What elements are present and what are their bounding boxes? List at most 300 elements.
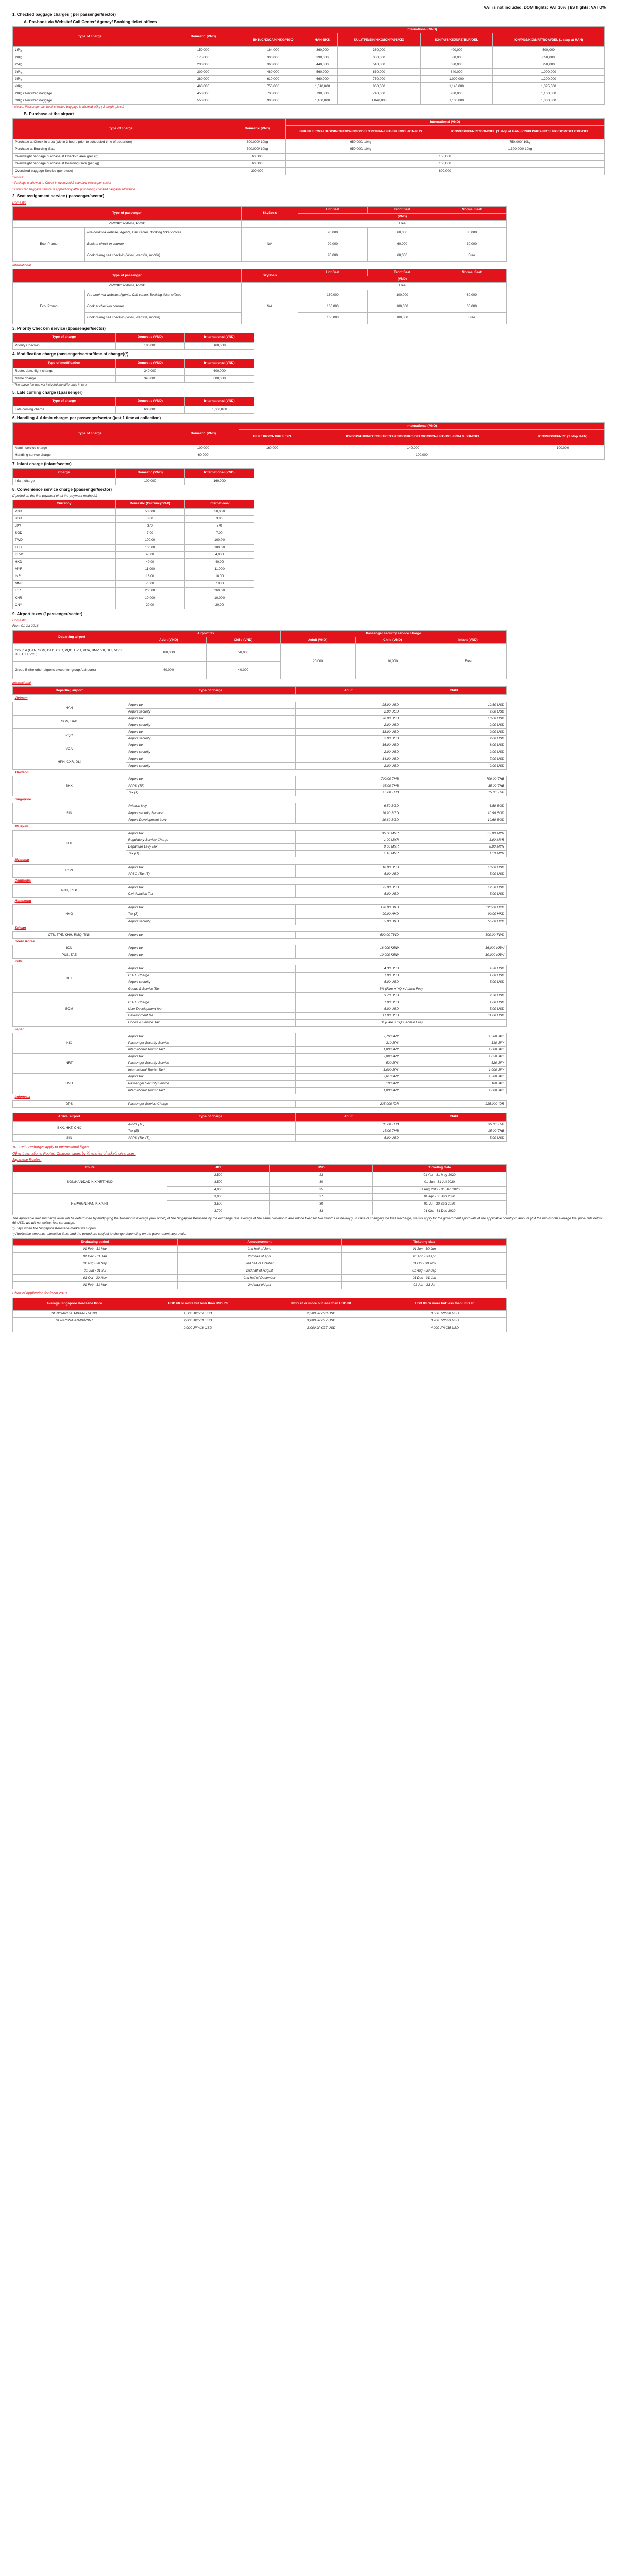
table-cell: 510,000 <box>338 61 421 69</box>
table-row <box>13 551 254 558</box>
convenience-subtitle: (Applied on the first payment of all the payment methods) <box>12 494 97 498</box>
table-row <box>13 931 507 938</box>
table-cell: TWD <box>13 537 116 544</box>
table-cell: 1,500 JPY/14 USD <box>136 1310 260 1317</box>
table-header-cell: Domestic (VND) <box>115 359 185 368</box>
table-header-cell: International (VND) <box>185 359 254 368</box>
table-cell: 5.00 USD <box>296 1006 401 1013</box>
table-cell: Tax (J) <box>126 790 296 796</box>
table-cell: 01 Jul - 30 Sep 2020 <box>373 1200 507 1208</box>
section-title-airport-taxes: 9. Airport taxes (1passenger/sector) <box>12 611 83 616</box>
table-cell: 2.00 USD <box>296 736 401 742</box>
table-row <box>13 803 507 810</box>
table-cell: 1,040,000 <box>338 97 421 105</box>
table-cell: KRW <box>13 551 116 558</box>
table-cell: 2nd half of August <box>177 1267 342 1275</box>
table-cell: Aviation levy <box>126 803 296 810</box>
table-cell: International Tourist Tax* <box>126 1046 296 1053</box>
table-cell: 35.00 MYR <box>401 830 507 837</box>
airport-code: PQC <box>13 729 126 742</box>
airport-code: NRT <box>13 1054 126 1074</box>
table-cell: 600,000 <box>115 406 185 413</box>
table-cell: 10,000 <box>185 595 254 602</box>
fuel-japan-label: Japanese Routes: <box>12 1158 42 1162</box>
airport-taxes-intl-label: International <box>12 681 31 685</box>
table-cell: 18.00 <box>185 573 254 580</box>
table-row <box>13 1260 507 1267</box>
table-cell: Airport security <box>126 708 296 715</box>
table-cell: 100.00 <box>185 537 254 544</box>
table-row <box>13 1122 507 1128</box>
table-cell: Pre-book via website, Agents, Call center, Booking ticket offices <box>85 227 242 239</box>
table-cell: Free <box>298 220 507 227</box>
table-cell: 3,000 JPY/27 USD <box>260 1325 383 1332</box>
table-row <box>13 397 254 406</box>
table-cell: Name change <box>13 376 116 383</box>
table-cell: 1,000,000 <box>185 406 254 413</box>
table-row <box>13 769 507 776</box>
table-row <box>13 573 254 580</box>
table-row <box>13 830 507 837</box>
region-label: Hongkong <box>14 899 31 903</box>
table-header-cell: Departing airport <box>13 631 131 644</box>
table-cell: 2,760 JPY <box>296 1033 401 1040</box>
table-cell: 460,000 <box>239 69 307 76</box>
table-row <box>13 1074 507 1080</box>
region-label: Indonesia <box>14 1095 30 1099</box>
table-cell: Departure Levy Tax <box>126 844 296 851</box>
table-cell: 2.00 USD <box>401 708 507 715</box>
table-header-cell: ICN/PUS/KIX/NRT (1 stop HAN) <box>521 429 605 445</box>
table-header-cell: Hot Seat <box>298 207 368 213</box>
table-cell: 5.00 USD <box>296 871 401 877</box>
table-cell: APSC (Tax (T) <box>126 871 296 877</box>
table-header-cell: Child (VND) <box>355 637 430 644</box>
table-row <box>13 644 507 662</box>
table-cell: 750,000 <box>239 83 307 90</box>
table-row <box>13 1282 507 1289</box>
table-cell: 3.00 <box>185 515 254 522</box>
table-cell: 380,000 <box>338 47 421 54</box>
table-cell: Late coming charge <box>13 406 116 413</box>
table-row <box>13 905 507 911</box>
table-cell: 5.00 USD <box>296 979 401 986</box>
table-row <box>13 756 507 762</box>
table-cell: Airport tax <box>126 729 296 736</box>
table-cell: 3.00 <box>115 515 185 522</box>
table-cell: 160,000 <box>298 301 368 313</box>
table-cell: Purchase at Boarding Gate <box>13 146 229 153</box>
table-cell: 1,000 JPY <box>296 1067 401 1074</box>
airport-code: HKG <box>13 905 126 925</box>
table-cell: Airport security <box>126 762 296 769</box>
table-cell: 7.00 USD <box>401 756 507 762</box>
table-row <box>13 742 507 749</box>
table-header-cell: Adult (VND) <box>131 637 207 644</box>
table-row <box>13 269 507 276</box>
table-header-cell: Type of charge <box>13 397 116 406</box>
table-header-cell: Average Singapore Kerosene Price <box>13 1298 136 1310</box>
table-cell: 55.00 HKD <box>401 918 507 925</box>
table-cell: MYR <box>13 566 116 573</box>
table-cell: 01 Oct - 30 Nov <box>342 1260 507 1267</box>
table-cell: International Tourist Tax* <box>126 1087 296 1094</box>
table-row <box>13 729 507 736</box>
table-row <box>13 884 507 891</box>
table-cell: 30,000 <box>437 227 507 239</box>
route-cell: SGN/HAN/DAD-KIX/NRT/HND <box>13 1172 167 1193</box>
table-row <box>13 139 605 146</box>
table-cell: Airport tax <box>126 864 296 871</box>
airport-purchase-note: * Package is allowed to Check-in oversized 2 standard pieces per sector <box>12 182 112 185</box>
table-cell: 2,000 JPY/18 USD <box>136 1325 260 1332</box>
table-cell: 10,000 KRW <box>401 952 507 959</box>
table-cell: 10.00 USD <box>401 864 507 871</box>
table-cell: Airport Development Levy <box>126 817 296 823</box>
table-header-cell: USD <box>270 1164 373 1172</box>
table-cell: 930,000 <box>420 90 493 97</box>
table-cell: 2,500 <box>167 1172 270 1179</box>
airport-code: KIX <box>13 1033 126 1053</box>
table-cell: 100,000 <box>115 343 185 350</box>
table-cell: 3,700 JPY/33 USD <box>383 1317 507 1325</box>
airport-code: PUS, TAE <box>13 952 126 959</box>
table-row <box>13 220 507 227</box>
table-cell: 380,000 <box>167 76 239 83</box>
table-header-cell: (VND) <box>298 276 507 282</box>
table-cell: APPS (Tax (T)) <box>126 1135 296 1142</box>
table-cell: 60,000 <box>368 250 437 261</box>
table-cell: 370 <box>185 522 254 530</box>
table-cell: 400,000 <box>420 47 493 54</box>
table-cell: 3,700 <box>167 1208 270 1215</box>
table-cell: 100,000 <box>368 313 437 324</box>
table-cell: 60,000 <box>229 153 286 160</box>
table-cell: Airport tax <box>126 1033 296 1040</box>
table-header-cell: Child <box>401 687 507 695</box>
table-cell: Airport tax <box>126 1074 296 1080</box>
table-header-cell: International (VND) <box>185 468 254 478</box>
table-cell: 30kg Oversized baggage <box>13 97 167 105</box>
table-cell: 20,000 <box>280 644 355 679</box>
table-cell: 100,000 <box>115 478 185 485</box>
table-cell: 100.00 <box>185 544 254 551</box>
table-cell: 500.00 TWD <box>401 931 507 938</box>
table-cell: 1.00 MYR <box>401 837 507 844</box>
table-cell: 3,000 <box>167 1193 270 1200</box>
table-row <box>13 376 254 383</box>
table-cell: 160,000 <box>298 290 368 301</box>
table-cell: 9.00 USD <box>401 729 507 736</box>
table-row <box>13 508 254 515</box>
table-cell: 2,610 JPY <box>296 1074 401 1080</box>
table-cell: 160,000 <box>286 153 605 160</box>
table-cell: 25.00 USD <box>296 884 401 891</box>
table-cell: N/A <box>242 227 298 261</box>
table-cell: THB <box>13 544 116 551</box>
table-cell: Group B (the other airports except for group A airports) <box>13 662 131 679</box>
table-cell: Book during self check-in (kiosk, website, mobile) <box>85 313 242 324</box>
table-row <box>13 146 605 153</box>
region-label: Singapore <box>14 798 31 802</box>
fuel-period-table <box>12 1238 507 1289</box>
table-cell: 60,000 <box>131 662 207 679</box>
table-cell: 33 <box>270 1208 373 1215</box>
table-row <box>13 118 605 125</box>
table-cell: Development fee <box>126 1013 296 1020</box>
table-cell: 6.50 SGD <box>401 803 507 810</box>
table-cell: Admin service charge <box>13 445 167 452</box>
table-cell: 4,000 <box>185 551 254 558</box>
table-row <box>13 445 605 452</box>
table-row <box>13 468 254 478</box>
table-cell: Airport tax <box>126 1054 296 1060</box>
table-row <box>13 992 507 999</box>
table-cell: 630,000 <box>338 69 421 76</box>
table-cell: 60,000 <box>167 452 239 459</box>
table-cell: 1,300,000 <box>493 97 605 105</box>
route-cell: REP/RGN/HAN-KIX/NRT <box>13 1193 167 1215</box>
table-cell: 25.00 USD <box>296 702 401 708</box>
table-cell: Airport tax <box>126 905 296 911</box>
table-cell: 2.00 USD <box>296 722 401 728</box>
table-row <box>13 687 507 695</box>
table-cell: 30 <box>270 1179 373 1186</box>
table-cell: 150,000 <box>167 47 239 54</box>
table-cell: Airport security <box>126 749 296 756</box>
table-cell: Book at check-in counter <box>85 301 242 313</box>
table-cell: REP/RGN/HAN-KIX/NRT <box>13 1317 136 1325</box>
table-cell: 175,000 <box>167 54 239 61</box>
table-cell: 450,000 <box>167 90 239 97</box>
table-header-cell: Front Seat <box>368 207 437 213</box>
region-label: South Korea <box>14 939 35 943</box>
table-cell: 100,000 <box>167 445 239 452</box>
table-cell: KHR <box>13 595 116 602</box>
table-cell: 2nd half of April <box>177 1282 342 1289</box>
table-cell: International Tourist Tax* <box>126 1067 296 1074</box>
table-cell: 10,000 <box>355 644 430 679</box>
table-cell: 1.10 MYR <box>401 851 507 857</box>
table-header-cell: USD 70 or more but less than USD 80 <box>260 1298 383 1310</box>
table-cell: 14.00 USD <box>296 756 401 762</box>
table-row <box>13 715 507 722</box>
table-cell: 10,000 KRW <box>296 952 401 959</box>
airport-code: RGN <box>13 864 126 877</box>
table-cell: 90.00 HKD <box>296 911 401 918</box>
table-row <box>13 290 507 301</box>
table-row <box>13 1325 507 1332</box>
table-cell: Purchase at Check-in area (within 3 hours prior to scheduled time of departure) <box>13 139 229 146</box>
table-cell: 860,000 <box>338 83 421 90</box>
table-cell: IDR <box>13 587 116 595</box>
table-cell: 140,000 <box>305 445 521 452</box>
table-cell: 100,000 <box>131 644 207 662</box>
table-cell: 700,000 <box>239 90 307 97</box>
table-cell: 01 Apr - 30 Apr <box>342 1253 507 1260</box>
table-cell: 15.00 THB <box>296 790 401 796</box>
table-cell: 340,000 <box>115 376 185 383</box>
table-cell: 20.00 <box>115 602 185 609</box>
table-cell: 500,000 <box>493 47 605 54</box>
table-cell: 5.00 USD <box>401 1006 507 1013</box>
table-cell: 750,000/ 10kg <box>436 139 604 146</box>
table-cell: 1,000 JPY <box>401 1067 507 1074</box>
table-cell: Civil Aviation Tax <box>126 891 296 898</box>
table-header-cell: Type of modification <box>13 359 116 368</box>
table-cell: 10.90 SGD <box>401 810 507 817</box>
table-cell: CNY <box>13 602 116 609</box>
table-header-cell: Departing airport <box>13 687 126 695</box>
table-header-cell: BKK/KUL/CNX/HKG/SIN/TPE/ICN/NGO/DEL/TPE/HAN/HKG/BKK/DEL/ICN/PUS <box>286 125 436 139</box>
table-header-cell: SkyBoss <box>242 207 298 220</box>
table-cell: 1,000 JPY <box>296 1046 401 1053</box>
table-cell: 740,000 <box>338 90 421 97</box>
table-header-cell: Domestic (Currency/PAX) <box>115 500 185 508</box>
table-header-cell: Ticketing date <box>373 1164 507 1172</box>
table-cell: 8.00 USD <box>401 742 507 749</box>
table-cell: 01 Feb - 31 Mar <box>13 1282 178 1289</box>
table-row <box>13 877 507 884</box>
table-cell: 2.00 USD <box>401 762 507 769</box>
airport-code: BKK <box>13 776 126 796</box>
table-cell: 2nd half of December <box>177 1275 342 1282</box>
modification-table <box>12 359 254 383</box>
fuel-chart-link[interactable]: Chart of application for fiscal 2019 <box>12 1292 67 1296</box>
table-row <box>13 27 605 33</box>
table-cell: Handling service charge <box>13 452 167 459</box>
table-cell: 2nd half of April <box>177 1253 342 1260</box>
table-header-cell: ICN/PUS/KIX/NRT/BOM/DEL (1 stop at HAN) <box>493 33 605 47</box>
table-cell: 1,000 JPY <box>401 1087 507 1094</box>
table-row <box>13 1246 507 1253</box>
table-cell: 650,000/ 10kg <box>286 139 436 146</box>
table-cell: 700.00 THB <box>296 776 401 783</box>
table-cell: 15.00 THB <box>401 790 507 796</box>
table-cell: 40.00 <box>115 558 185 566</box>
table-cell: 10.90 SGD <box>296 810 401 817</box>
table-cell: 5.00 USD <box>401 1135 507 1142</box>
table-cell: 2.00 USD <box>296 708 401 715</box>
region-label: Cambodia <box>14 878 31 883</box>
table-row <box>13 925 507 931</box>
table-cell: 50,000 <box>185 508 254 515</box>
table-cell: 90.00 HKD <box>401 911 507 918</box>
table-cell: 1,050 JPY <box>401 1054 507 1060</box>
table-cell: HKD <box>13 558 116 566</box>
table-row <box>13 47 605 54</box>
baggage-note: * Notice: Passenger can book checked baggage is allowed 40kg ( 2 weight-piece) <box>12 106 124 109</box>
table-cell: Passenger Security Service <box>126 1060 296 1067</box>
table-cell: 25kg <box>13 61 167 69</box>
section-title-convenience: 8. Convenience service charge (/passenger/sector) <box>12 487 112 492</box>
table-cell: 10.60 SGD <box>401 817 507 823</box>
table-header-cell: International (VND) <box>239 422 605 429</box>
region-label: Thailand <box>14 770 29 774</box>
subsection-title-airport-purchase: B. Purchase at the airport <box>24 111 74 116</box>
table-row <box>13 1275 507 1282</box>
table-row <box>13 1253 507 1260</box>
table-cell: Free <box>437 313 507 324</box>
airport-taxes-domestic-label: Domestic <box>12 618 27 622</box>
table-cell: 160,000 <box>185 478 254 485</box>
table-cell: 01 Dec - 31 Jan <box>342 1275 507 1282</box>
table-cell: 18.00 USD <box>296 729 401 736</box>
table-cell: Airport tax <box>126 776 296 783</box>
priority-table <box>12 333 254 350</box>
table-cell: 3,000 JPY/27 USD <box>260 1317 383 1325</box>
fuel-title: 10. Fuel Surcharge: Apply to International flights. <box>12 1146 91 1150</box>
table-row <box>13 522 254 530</box>
table-cell: 3,500 JPY/30 USD <box>383 1310 507 1317</box>
table-cell: 15kg <box>13 47 167 54</box>
table-header-cell: KUL/TPE/SIN/HKG/ICN/PUS/KIX <box>338 33 421 47</box>
table-cell: 60,000 <box>368 239 437 250</box>
table-cell: 1,100,000 <box>420 97 493 105</box>
arrival-airport-tax-table <box>12 1113 507 1142</box>
seat-international-table <box>12 269 507 324</box>
modification-note: * The above fee has not included the difference in fare <box>12 384 87 387</box>
table-cell: 20kg <box>13 54 167 61</box>
table-cell: N/A <box>242 290 298 324</box>
table-row <box>13 631 507 637</box>
table-cell: 164,000 <box>239 47 307 54</box>
table-header-cell: Domestic (VND) <box>115 468 185 478</box>
table-cell: 790,000 <box>307 90 337 97</box>
table-row <box>13 823 507 830</box>
table-header-cell: Normal Seat <box>437 207 507 213</box>
table-cell: 380,000 <box>338 54 421 61</box>
table-cell: 16.00 USD <box>296 742 401 749</box>
table-cell: Airport security <box>126 736 296 742</box>
table-cell: 20.00 USD <box>296 715 401 722</box>
table-cell: 01 Apr - 31 May 2020 <box>373 1172 507 1179</box>
table-cell: Infant charge <box>13 478 116 485</box>
table-cell: Goods & Service Tax <box>126 1020 296 1026</box>
airport-code: CTS, TPE, KHH, RMQ, TNN <box>13 931 126 938</box>
table-cell: Airport tax <box>126 715 296 722</box>
table-header-cell: Adult <box>296 1113 401 1122</box>
table-header-cell: Domestic (VND) <box>115 333 185 343</box>
table-cell: 260.00 <box>185 587 254 595</box>
table-cell: 10.60 SGD <box>296 817 401 823</box>
table-cell: 01 Aug 2019 - 31 Jan 2020 <box>373 1186 507 1193</box>
table-header-cell: Route <box>13 1164 167 1172</box>
table-cell: 1.00 USD <box>296 972 401 979</box>
table-cell: 18.00 <box>115 573 185 580</box>
table-header-cell: Arrival airport <box>13 1113 126 1122</box>
table-header-cell: USD 80 or more but less than USD 90 <box>383 1298 507 1310</box>
table-header-cell: Adult (VND) <box>280 637 355 644</box>
table-cell: 160,000 <box>239 445 305 452</box>
table-cell: 225,000 IDR <box>401 1100 507 1107</box>
section-title-priority: 3. Priority Check-in service (1passenger/sector) <box>12 326 106 331</box>
table-row <box>13 478 254 485</box>
table-cell: 2,500 JPY/23 USD <box>260 1310 383 1317</box>
table-cell: Airport security Service <box>126 810 296 817</box>
table-cell: 5.00 USD <box>296 1135 401 1142</box>
table-cell: 160,000 <box>185 343 254 350</box>
table-cell: 1,000,000 <box>493 69 605 76</box>
convenience-table <box>12 500 254 609</box>
region-label: Japan <box>14 1027 25 1031</box>
table-row <box>13 76 605 83</box>
checked-baggage-table <box>12 26 605 105</box>
table-cell: 2.00 USD <box>401 722 507 728</box>
table-row <box>13 283 507 290</box>
table-cell: 160,000 <box>298 313 368 324</box>
table-cell: INR <box>13 573 116 580</box>
